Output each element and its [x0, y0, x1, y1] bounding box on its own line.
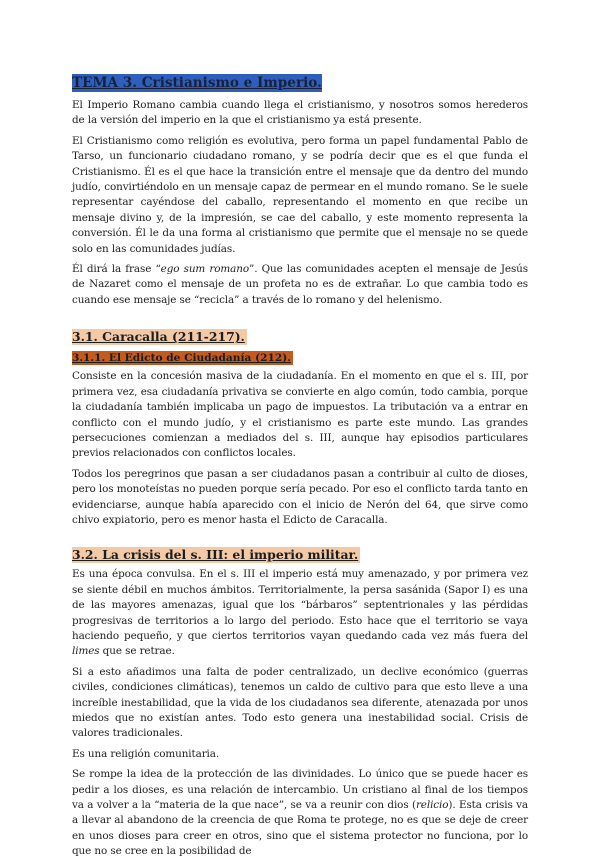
quote-italic: ego sum romano [160, 263, 249, 276]
crisis-paragraph-2: Si a esto añadimos una falta de poder centralizado, un declive económico (guerras civiles, condiciones climáticas), tenemos un caldo de cultivo para que esto lleve a una increíble inestabilidad, que la vida de los ciudadanos sea diferente, atenazada por unos miedos que no existían antes. Todo esto genera una inestabilidad social. Crisis de valores tradicionales. [72, 665, 528, 740]
intro-paragraph-1: El Imperio Romano cambia cuando llega el cristianismo, y nosotros somos herederos de la versión del imperio en la que el cristianismo ya está presente. [72, 99, 528, 127]
crisis-p1-tail: que se retrae. [99, 645, 175, 658]
subsection-heading-edicto: 3.1.1. El Edicto de Ciudadanía (212). [72, 352, 291, 365]
crisis-p1-lead: Es una época convulsa. En el s. III el imperio está muy amenazado, y por primera vez se siente débil en muchos ámbitos. Territorialmente, la persa sasánida (Sapor I) es una de las mayores amenazas, igual que los “bárbaros” septentrionales y las pérdidas progresivas de territorios a lo largo del periodo. Esto hace que el territorio se vaya haciendo pequeño, y que ciertos territorios vayan quedando cada vez más fuera del [72, 568, 528, 642]
crisis-paragraph-4 [72, 767, 528, 859]
crisis-paragraph-1 [72, 567, 528, 659]
relicio-italic: relicio [415, 799, 449, 812]
caracalla-paragraph-2: Todos los peregrinos que pasan a ser ciudadanos pasan a contribuir al culto de dioses, pero los monoteístas no pueden porque sería pecado. Por eso el conflicto tarda tanto en evidenciarse, aunque había aparecido con el inicio de Nerón del 64, que sirve como chivo expiatorio, pero es menor hasta el Edicto de Caracalla. [72, 467, 528, 526]
section-heading-crisis: 3.2. La crisis del s. III: el imperio militar. [72, 547, 359, 563]
intro-paragraph-2: El Cristianismo como religión es evolutiva, pero forma un papel fundamental Pablo de Tarso, un funcionario ciudadano romano, y se podría decir que es el que funda el Cristianismo. Él es el que hace la transición entre el mensaje que da dentro del mundo judío, convirtiéndolo en un mensaje capaz de permear en el mundo romano. Se le suele representar cayéndose del caballo, representando el momento en que recibe un mensaje divino y, de la impresión, se cae del caballo, y este momento representa la conversión. Él le da una forma al cristianismo que permite que el mensaje no se quede solo en las comunidades judías. [72, 134, 528, 255]
crisis-p4-tail: ). Esta crisis va a llevar al abandono de la creencia de que Roma te protege, no es que se deje de creer en unos dioses para creer en otros, sino que el sistema protector no funciona, por lo que no se cree en la posibilidad de [72, 799, 529, 858]
section-caracalla [72, 326, 528, 345]
section-crisis [72, 544, 528, 563]
subsection-edicto [72, 346, 528, 365]
crisis-paragraph-3: Es una religión comunitaria. [72, 747, 220, 760]
document-title: TEMA 3. Cristianismo e Imperio. [72, 75, 322, 91]
section-heading-caracalla: 3.1. Caracalla (211-217). [72, 329, 245, 345]
limes-italic: limes [72, 645, 100, 658]
quote-tail: ”. Que las comunidades acepten el mensaje de Jesús de Nazaret como el mensaje de un profeta no es de extrañar. Lo que cambia todo es cuando ese mensaje se “recicla” a través de lo romano y del helenismo. [72, 263, 529, 306]
quote-lead: Él dirá la frase “ [72, 263, 161, 276]
document-body [72, 72, 528, 865]
crisis-p4-lead: Se rompe la idea de la protección de las divinidades. Lo único que se puede hacer es pedir a los dioses, es una relación de intercambio. Un cristiano al final de los tiempos va a volver a la “materia de la que nace”, se va a reunir con dios ( [72, 768, 528, 812]
caracalla-paragraph-1: Consiste en la concesión masiva de la ciudadanía. En el momento en que el s. III, por primera vez, esa ciudadanía privativa se convierte en algo común, todo cambia, porque la ciudadanía también implicaba un pago de impuestos. La tributación va a entrar en conflicto con el mundo judío, y el cristianismo es parte este mundo. Las grandes persecuciones comienzan a mediados del s. III, aunque hay episodios particulares previos relacionados con conflictos locales. [72, 370, 528, 460]
intro-paragraph-3 [72, 262, 528, 308]
title-wrap [72, 72, 528, 96]
